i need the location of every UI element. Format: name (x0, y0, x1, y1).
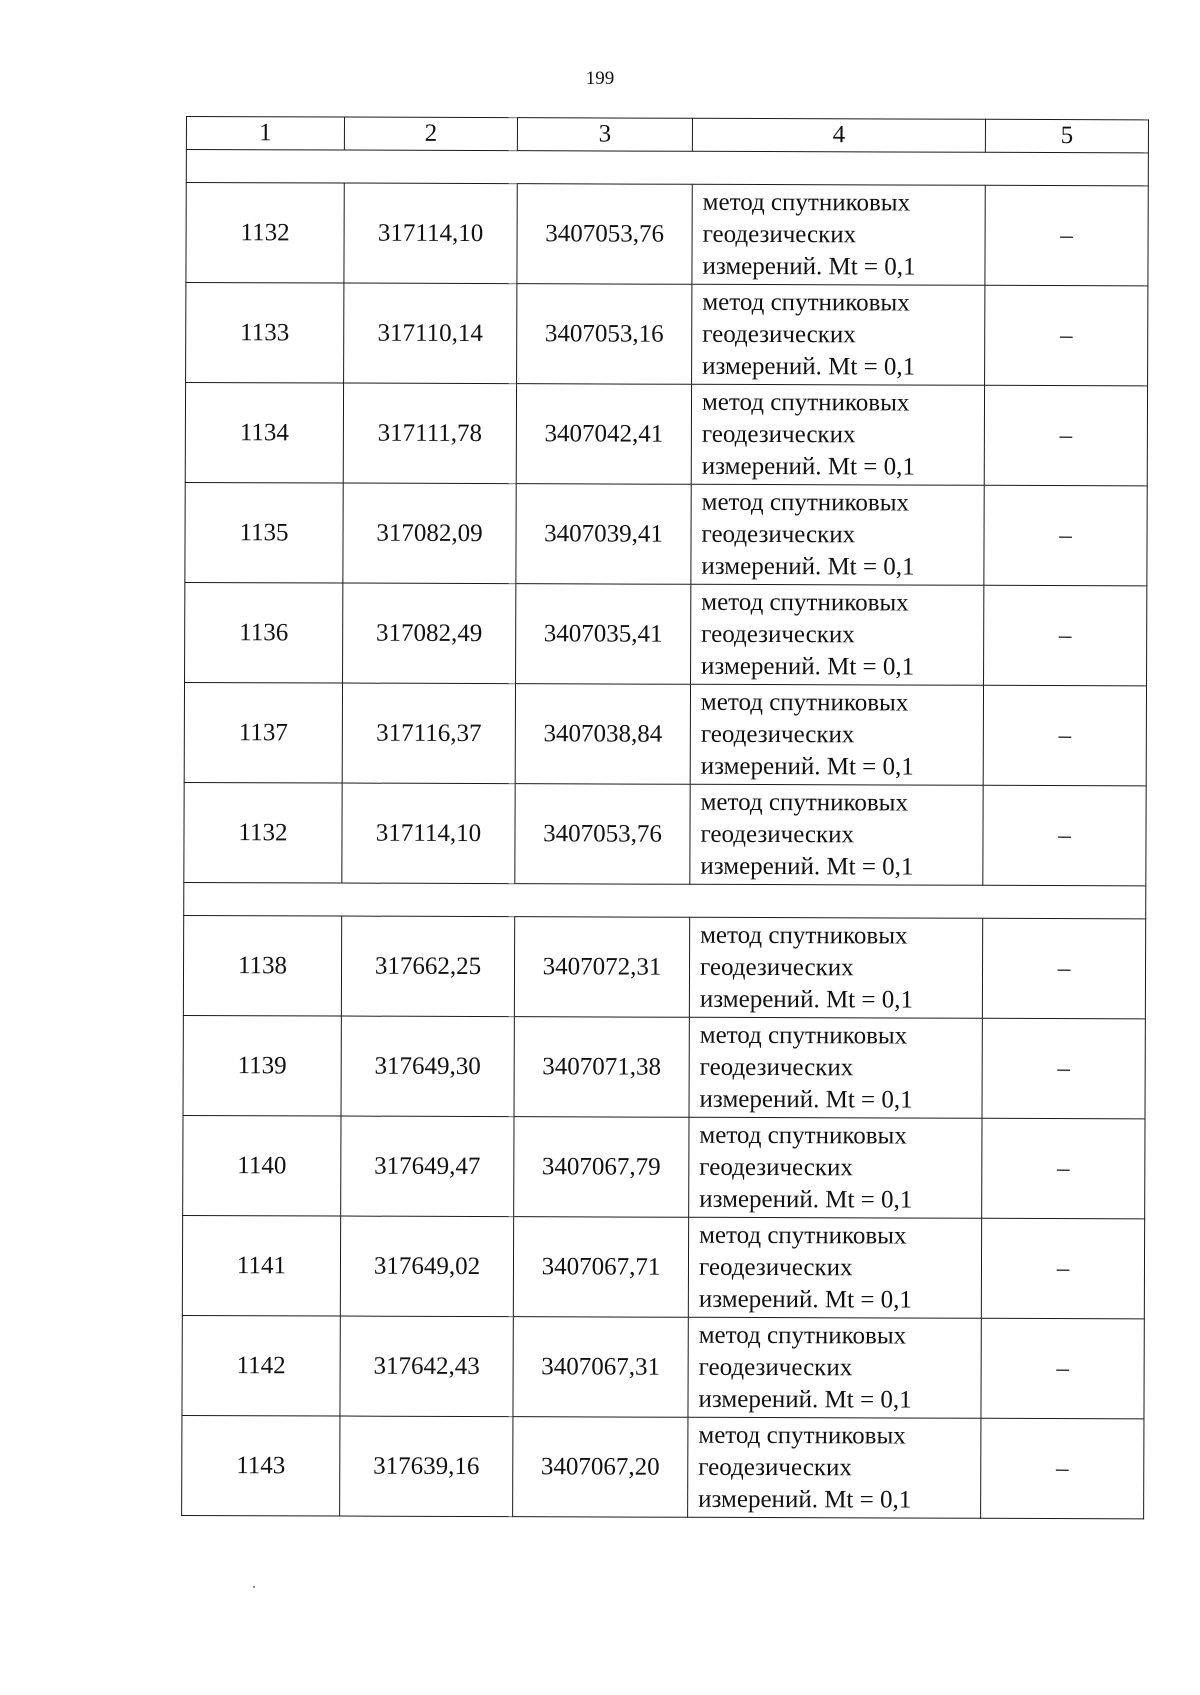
x-coordinate-cell: 317114,10 (344, 183, 517, 284)
table-row (183, 1115, 1145, 1218)
note-cell: – (985, 185, 1148, 286)
note-cell: – (981, 1318, 1144, 1419)
method-cell (689, 917, 982, 1018)
method-line: измерений. Mt = 0,1 (699, 985, 914, 1014)
method-line: метод спутниковых (699, 1221, 907, 1250)
note-cell: – (985, 285, 1148, 386)
table-row (183, 915, 1145, 1018)
method-line: геодезических (702, 220, 857, 248)
table-row (186, 183, 1148, 286)
y-coordinate-cell: 3407053,76 (515, 784, 690, 885)
table-row (183, 1015, 1145, 1118)
note-cell: – (984, 485, 1147, 586)
x-coordinate-cell: 317642,43 (340, 1316, 513, 1417)
method-cell (691, 584, 984, 685)
point-number-cell: 1134 (185, 383, 343, 484)
method-line: измерений. Mt = 0,1 (700, 852, 914, 881)
section-separator-cell (186, 150, 1148, 186)
y-coordinate-cell: 3407035,41 (516, 584, 691, 685)
column-header-5: 5 (985, 119, 1148, 153)
method-line: геодезических (702, 320, 856, 348)
method-line: метод спутниковых (700, 788, 909, 817)
method-line: геодезических (701, 620, 855, 648)
x-coordinate-cell: 317116,37 (342, 683, 515, 784)
method-line: метод спутниковых (702, 288, 910, 317)
method-cell (691, 484, 984, 585)
table-row (182, 1315, 1144, 1418)
method-cell (689, 1017, 982, 1118)
x-coordinate-cell: 317110,14 (344, 283, 517, 384)
x-coordinate-cell: 317662,25 (341, 916, 514, 1017)
column-header-4: 4 (692, 118, 985, 152)
table-row (186, 283, 1148, 386)
x-coordinate-cell: 317082,09 (343, 483, 516, 584)
y-coordinate-cell: 3407067,31 (513, 1317, 688, 1418)
y-coordinate-cell: 3407053,16 (517, 284, 692, 385)
method-line: метод спутниковых (698, 1321, 907, 1350)
method-cell (690, 684, 983, 785)
method-cell (688, 1317, 981, 1418)
table-row (184, 782, 1146, 885)
method-line: измерений. Mt = 0,1 (699, 1085, 913, 1114)
note-cell: – (983, 685, 1146, 786)
point-number-cell: 1136 (185, 582, 343, 683)
y-coordinate-cell: 3407067,79 (514, 1117, 689, 1218)
method-line: метод спутниковых (700, 688, 909, 717)
method-line: геодезических (698, 1253, 853, 1281)
method-line: метод спутниковых (698, 1421, 906, 1450)
x-coordinate-cell: 317114,10 (342, 783, 515, 884)
point-number-cell: 1135 (185, 482, 343, 583)
y-coordinate-cell: 3407067,20 (513, 1417, 688, 1518)
method-cell (690, 784, 983, 885)
note-cell: – (982, 1118, 1145, 1219)
method-line: геодезических (701, 520, 856, 548)
point-number-cell: 1139 (183, 1015, 341, 1116)
y-coordinate-cell: 3407039,41 (516, 484, 691, 585)
point-number-cell: 1132 (186, 183, 344, 284)
note-cell: – (983, 785, 1146, 886)
note-cell: – (982, 918, 1145, 1019)
method-cell (691, 384, 984, 485)
method-cell (689, 1117, 982, 1218)
point-number-cell: 1137 (184, 682, 342, 783)
method-line: метод спутниковых (701, 388, 910, 417)
x-coordinate-cell: 317639,16 (340, 1416, 513, 1517)
section-separator-row (184, 882, 1146, 918)
note-cell: – (984, 385, 1147, 486)
method-cell (688, 1417, 981, 1518)
y-coordinate-cell: 3407038,84 (515, 684, 690, 785)
method-line: измерений. Mt = 0,1 (698, 1385, 912, 1414)
x-coordinate-cell: 317649,02 (340, 1216, 513, 1317)
y-coordinate-cell: 3407053,76 (517, 184, 692, 285)
method-line: метод спутниковых (701, 588, 909, 617)
method-line: измерений. Mt = 0,1 (701, 652, 915, 681)
method-line: метод спутниковых (700, 921, 908, 950)
point-number-cell: 1142 (182, 1315, 340, 1416)
point-number-cell: 1140 (183, 1115, 341, 1216)
method-line: измерений. Mt = 0,1 (700, 752, 914, 781)
coordinates-table (181, 116, 1149, 1519)
method-line: геодезических (700, 820, 855, 848)
table-row (184, 682, 1146, 785)
note-cell: – (984, 585, 1147, 686)
y-coordinate-cell: 3407072,31 (514, 917, 689, 1018)
method-line: геодезических (699, 1153, 853, 1181)
method-cell (688, 1217, 981, 1318)
column-header-3: 3 (517, 118, 692, 152)
table-row (185, 482, 1147, 585)
x-coordinate-cell: 317649,47 (341, 1116, 514, 1217)
method-line: геодезических (698, 1353, 853, 1381)
point-number-cell: 1141 (182, 1215, 340, 1316)
method-line: измерений. Mt = 0,1 (701, 452, 915, 481)
y-coordinate-cell: 3407067,71 (513, 1217, 688, 1318)
scan-speck (253, 1586, 255, 1588)
x-coordinate-cell: 317111,78 (343, 383, 516, 484)
method-line: геодезических (699, 1053, 854, 1081)
note-cell: – (981, 1418, 1144, 1519)
method-line: измерений. Mt = 0,1 (699, 1185, 913, 1214)
method-line: метод спутниковых (702, 188, 911, 217)
table-header-row (186, 117, 1148, 153)
method-cell (692, 184, 985, 285)
section-separator-row (186, 150, 1148, 186)
y-coordinate-cell: 3407071,38 (514, 1017, 689, 1118)
table-row (182, 1415, 1144, 1518)
y-coordinate-cell: 3407042,41 (516, 384, 691, 485)
column-header-2: 2 (344, 117, 517, 151)
method-line: геодезических (699, 953, 854, 981)
method-line: метод спутниковых (699, 1121, 907, 1150)
method-line: геодезических (701, 420, 856, 448)
method-cell (692, 284, 985, 385)
x-coordinate-cell: 317082,49 (343, 583, 516, 684)
method-line: измерений. Mt = 0,1 (698, 1285, 912, 1314)
point-number-cell: 1143 (182, 1415, 340, 1516)
page-number: 199 (585, 68, 615, 89)
method-line: измерений. Mt = 0,1 (698, 1485, 912, 1514)
method-line: измерений. Mt = 0,1 (701, 552, 915, 581)
point-number-cell: 1138 (183, 915, 341, 1016)
point-number-cell: 1133 (186, 283, 344, 384)
column-header-1: 1 (186, 117, 344, 151)
section-separator-cell (184, 882, 1146, 918)
point-number-cell: 1132 (184, 782, 342, 883)
table-row (182, 1215, 1144, 1318)
method-line: метод спутниковых (701, 488, 910, 517)
method-line: геодезических (700, 720, 855, 748)
table-row (185, 383, 1147, 486)
method-line: метод спутниковых (699, 1021, 908, 1050)
method-line: измерений. Mt = 0,1 (702, 352, 916, 381)
note-cell: – (982, 1018, 1145, 1119)
note-cell: – (981, 1218, 1144, 1319)
table-row (185, 582, 1147, 685)
method-line: геодезических (698, 1453, 852, 1481)
method-line: измерений. Mt = 0,1 (702, 252, 916, 281)
x-coordinate-cell: 317649,30 (341, 1016, 514, 1117)
